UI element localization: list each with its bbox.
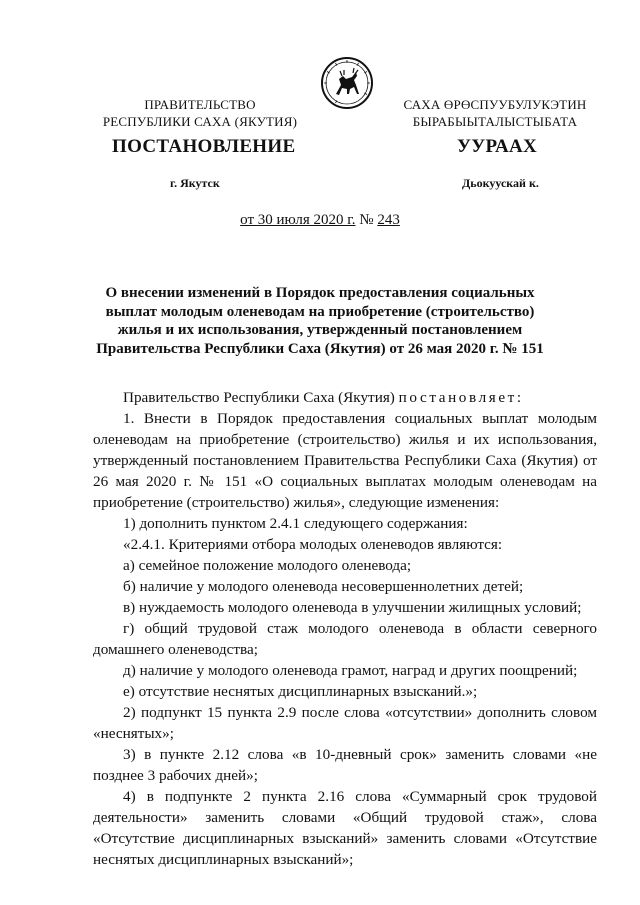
document-title: О внесении изменений в Порядок предоставления социальных выплат молодым оленеводам на приобретение (строительство) жилья и их использования, утвержденный постановлением Правительства Республики Саха (Якутия) от 26 мая 2020 г. № 151 <box>96 285 544 358</box>
city-sah: Дьокуускай к. <box>462 176 539 190</box>
doc-type-sah: УУРААХ <box>457 136 538 157</box>
org-name-sah-line1: САХА ӨРӨСПУУБУЛУКЭТИН <box>403 97 587 112</box>
city-ru: г. Якутск <box>170 176 220 190</box>
intro-paragraph <box>93 387 597 408</box>
org-name-ru-line2: РЕСПУБЛИКИ САХА (ЯКУТИЯ) <box>102 114 298 129</box>
org-name-ru <box>90 96 310 130</box>
subitem-4: 4) в подпункте 2 пункта 2.16 слова «Суммарный срок трудовой деятельности» заменить словами «Общий трудовой стаж», слова «Отсутствие дисциплинарных взысканий» заменить словами «Отсутствие неснятых дисциплинарных взысканий»; <box>93 788 597 868</box>
org-name-sah-line2: БЫРАБЫЫТАЛЫСТЫБАТА <box>412 114 578 129</box>
org-name-sah <box>385 96 605 130</box>
criterion-a: а) семейное положение молодого оленевода; <box>123 557 412 574</box>
org-name-ru-line1: ПРАВИТЕЛЬСТВО <box>144 97 256 112</box>
criterion-e: е) отсутствие неснятых дисциплинарных взысканий.»; <box>123 683 478 700</box>
criterion-d: д) наличие у молодого оленевода грамот, наград и других поощрений; <box>123 662 578 679</box>
sakha-coat-of-arms-icon <box>320 56 374 110</box>
subitem-3: 3) в пункте 2.12 слова «в 10-дневный срок» заменить словами «не позднее 3 рабочих дней»; <box>93 746 597 784</box>
intro-subject: Правительство Республики Саха (Якутия) <box>123 389 395 406</box>
date-prefix: от <box>240 212 255 228</box>
criterion-v: в) нуждаемость молодого оленевода в улучшении жилищных условий; <box>123 599 582 616</box>
criterion-b: б) наличие у молодого оленевода несовершеннолетних детей; <box>123 578 524 595</box>
doc-date: 30 июля 2020 г. <box>257 212 356 228</box>
intro-verb: постановляет: <box>398 389 524 406</box>
clause-2-4-1: «2.4.1. Критериями отбора молодых оленеводов являются: <box>123 536 503 553</box>
number-sign: № <box>359 212 374 228</box>
doc-number: 243 <box>377 212 400 228</box>
subitem-2: 2) подпункт 15 пункта 2.9 после слова «отсутствии» дополнить словом «неснятых»; <box>93 704 597 742</box>
document-body <box>93 387 597 870</box>
paragraph-1: 1. Внести в Порядок предоставления социальных выплат молодым оленеводам на приобретение (строительство) жилья и их использования, утвержденный постановлением Правительства Республики Саха (Якутия) от 26 мая 2020 г. № 151 «О социальных выплатах молодым оленеводам на приобретение (строительство) жилья», следующие изменения: <box>93 410 597 511</box>
criterion-g: г) общий трудовой стаж молодого оленевода в области северного домашнего оленеводства; <box>93 620 597 658</box>
doc-type-ru: ПОСТАНОВЛЕНИЕ <box>112 136 296 157</box>
subitem-1: 1) дополнить пунктом 2.4.1 следующего содержания: <box>123 515 468 532</box>
date-number-line <box>0 212 640 229</box>
